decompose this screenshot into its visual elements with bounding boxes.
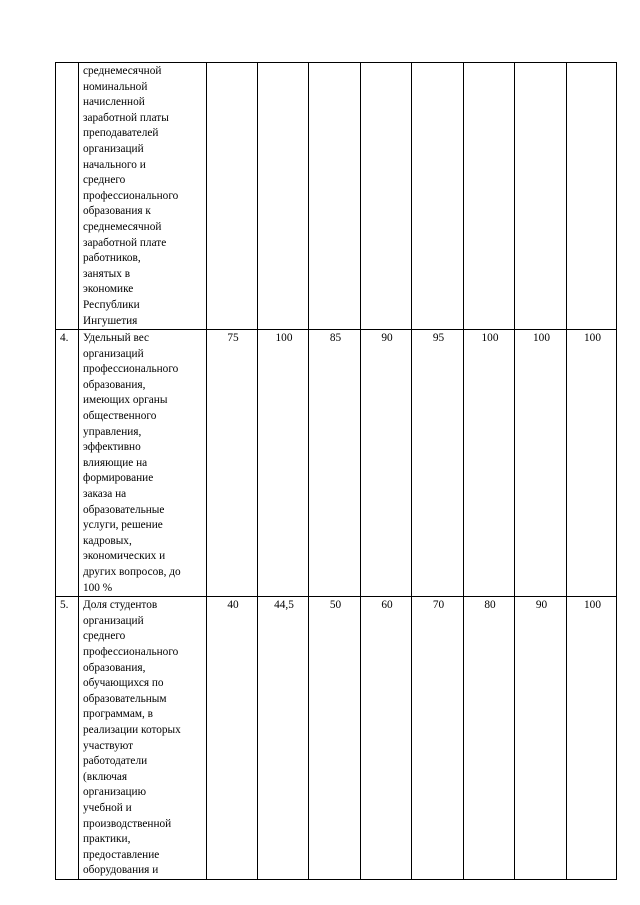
value-cell: 70	[412, 597, 464, 880]
row-number: 5.	[56, 597, 79, 880]
value-cell: 60	[361, 597, 412, 880]
value-cell: 40	[207, 597, 258, 880]
value-cell: 100	[464, 330, 515, 597]
value-cell	[515, 63, 567, 330]
value-cell: 100	[515, 330, 567, 597]
value-cell	[207, 63, 258, 330]
indicators-table	[55, 62, 617, 880]
table-row	[56, 63, 617, 330]
value-cell: 100	[567, 597, 617, 880]
value-cell	[258, 63, 309, 330]
value-cell: 50	[309, 597, 361, 880]
value-cell	[361, 63, 412, 330]
value-cell: 100	[258, 330, 309, 597]
value-cell: 75	[207, 330, 258, 597]
table-row	[56, 597, 617, 880]
table-row	[56, 330, 617, 597]
indicator-name: Удельный вес организаций профессионального образования, имеющих органы общественного управления, эффективно влияющие на формирование заказа на образовательные услуги, решение кадровых, экономических и других вопросов, до 100 %	[79, 330, 207, 597]
value-cell	[309, 63, 361, 330]
indicator-name: среднемесячной номинальной начисленной заработной платы преподавателей организаций начального и среднего профессионального образования к среднемесячной заработной плате работников, занятых в экономике Республики Ингушетия	[79, 63, 207, 330]
value-cell	[412, 63, 464, 330]
value-cell	[464, 63, 515, 330]
value-cell: 90	[515, 597, 567, 880]
value-cell: 44,5	[258, 597, 309, 880]
value-cell	[567, 63, 617, 330]
row-number: 4.	[56, 330, 79, 597]
row-number	[56, 63, 79, 330]
value-cell: 85	[309, 330, 361, 597]
value-cell: 100	[567, 330, 617, 597]
value-cell: 95	[412, 330, 464, 597]
value-cell: 90	[361, 330, 412, 597]
value-cell: 80	[464, 597, 515, 880]
indicator-name: Доля студентов организаций среднего профессионального образования, обучающихся по образовательным программам, в реализации которых участвуют работодатели (включая организацию учебной и производственной практики, предоставление оборудования и	[79, 597, 207, 880]
